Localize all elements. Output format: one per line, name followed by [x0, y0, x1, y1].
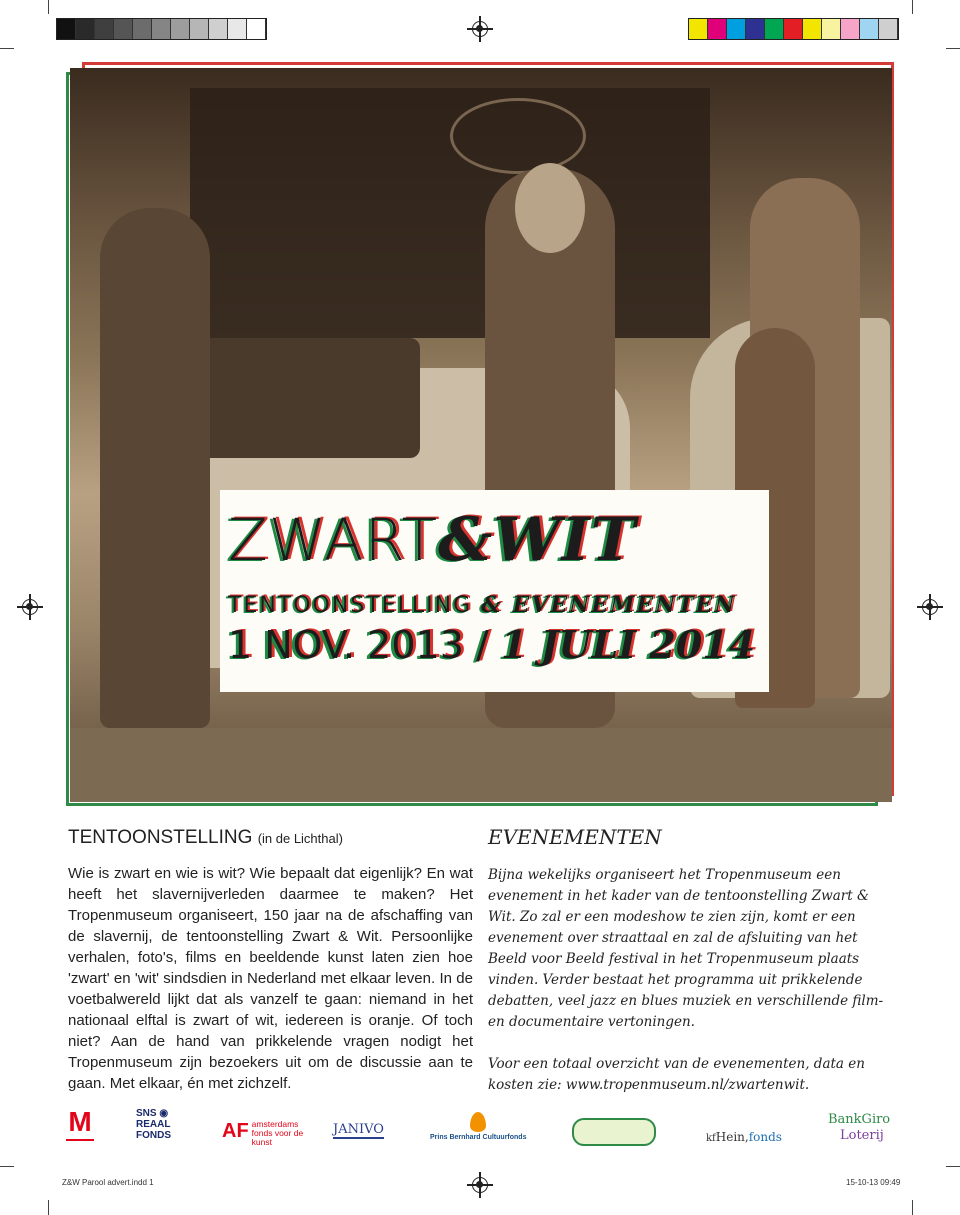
logo-kf-hein-fonds [706, 1130, 782, 1144]
evenementen-heading: EVENEMENTEN [488, 825, 662, 849]
crop-mark [912, 0, 913, 14]
afk-text-1: amsterdams [251, 1119, 299, 1129]
gray-swatch-5 [152, 19, 171, 39]
crop-mark [912, 1200, 913, 1215]
bank-text-2: Loterij [840, 1128, 884, 1143]
person-center-head [515, 163, 585, 253]
tentoonstelling-body: Wie is zwart en wie is wit? Wie bepaalt dat eigenlijk? En wat heeft het slavernijverleden daarmee te maken? Het Tropenmuseum organiseert, 150 jaar na de afschaffing van de slavernij, de tentoonstelling Zwart & Wit. Persoonlijke verhalen, foto's, films en beeldende kunst laten zien hoe 'zwart' en 'wit' sindsdien in Nederland met elkaar leven. In de voetbalwereld lijkt dat als vanzelf te gaan: niemand in het nationaal elftal is zwart of wit, iedereen is oranje. Of toch niet? Aan de hand van prikkelende vragen nodigt het Tropenmuseum zijn bezoekers uit om de discussie aan te gaan. Met elkaar, én met zichzelf. [68, 865, 473, 1092]
date-end: 1 JULI 2014 [500, 622, 756, 667]
footer-filename: Z&W Parool advert.indd 1 [62, 1178, 154, 1187]
evenementen-body [488, 865, 890, 1117]
logo-prins-bernhard [430, 1112, 526, 1141]
car-window [190, 338, 420, 458]
prins-text-1: Prins Bernhard [430, 1134, 481, 1141]
color-swatch-6 [803, 19, 822, 39]
date-range [228, 622, 755, 667]
hein-text-3: fonds [748, 1130, 782, 1144]
subtitle-tentoonstelling: TENTOONSTELLING [228, 593, 473, 618]
color-swatch-0 [689, 19, 708, 39]
crop-mark [0, 48, 14, 49]
afk-text-2: fonds voor de [251, 1128, 304, 1138]
logo-bankgiro-loterij [828, 1112, 890, 1144]
gray-swatch-2 [95, 19, 114, 39]
janivo-text: JANIVO [333, 1122, 384, 1137]
heading-text: TENTOONSTELLING [68, 827, 253, 848]
hein-text-1: kf [706, 1133, 716, 1144]
gray-swatch-3 [114, 19, 133, 39]
registration-mark-bottom [472, 1177, 488, 1193]
logo-m-mark: M [68, 1106, 92, 1137]
color-swatch-8 [841, 19, 860, 39]
sns-circle-icon: ◉ [159, 1108, 169, 1119]
crop-mark [48, 0, 49, 14]
sns-line-1: SNS [136, 1108, 157, 1119]
crop-mark [946, 48, 960, 49]
gray-swatch-9 [228, 19, 247, 39]
gray-swatch-7 [190, 19, 209, 39]
evenementen-paragraph-1: Bijna wekelijks organiseert het Tropenmuseum een evenement in het kader van de tentoonstelling Zwart & Wit. Zo zal er een modeshow te zien zijn, komt er een evenement over straattaal en zal de afsluiting van het Beeld voor Beeld festival in het Tropenmuseum plaats vinden. Verder bestaat het programma uit prikkelende debatten, veel jazz en blues muziek en verschillende film- en documentaire vertoningen. [488, 867, 884, 1030]
bank-text-1: BankGiro [828, 1112, 891, 1127]
heading-note: (in de Lichthal) [257, 831, 343, 846]
logo-m-underline [66, 1139, 94, 1141]
crop-mark [0, 1166, 14, 1167]
logo-sns-reaal-fonds [136, 1108, 171, 1141]
gray-swatch-8 [209, 19, 228, 39]
logo-m [66, 1108, 94, 1141]
sidewalk [70, 728, 892, 802]
crop-mark [946, 1166, 960, 1167]
chain-icon [572, 1118, 656, 1146]
hein-text-2: Hein, [715, 1130, 749, 1144]
flame-icon [470, 1112, 486, 1132]
color-swatch-2 [727, 19, 746, 39]
afk-text-3: kunst [251, 1137, 272, 1147]
title-word-zwart: ZWART [228, 506, 439, 574]
registration-mark-right [922, 599, 938, 615]
gray-swatch-0 [57, 19, 76, 39]
gray-swatch-10 [247, 19, 266, 39]
color-swatch-9 [860, 19, 879, 39]
title-box [220, 490, 769, 692]
prins-text-2: Cultuurfonds [482, 1134, 527, 1141]
gray-swatch-1 [76, 19, 95, 39]
crop-mark [48, 1200, 49, 1215]
gray-swatch-4 [133, 19, 152, 39]
grayscale-bar [56, 18, 267, 40]
subtitle [228, 592, 737, 618]
subtitle-evenementen: & EVENEMENTEN [481, 592, 737, 618]
color-swatch-3 [746, 19, 765, 39]
color-swatch-1 [708, 19, 727, 39]
sns-line-3: FONDS [136, 1130, 171, 1141]
registration-mark-left [22, 599, 38, 615]
date-start: 1 NOV. 2013 / [228, 623, 489, 667]
afk-mark: AF [222, 1120, 249, 1142]
logo-slavernijverleden [572, 1118, 656, 1146]
evenementen-paragraph-2: Voor een totaal overzicht van de evenementen, data en kosten zie: www.tropenmuseum.nl/zwartenwit. [488, 1056, 865, 1093]
logo-afk [222, 1120, 303, 1147]
color-bar [688, 18, 899, 40]
color-swatch-4 [765, 19, 784, 39]
logo-janivo [333, 1122, 384, 1139]
footer-timestamp: 15-10-13 09:49 [846, 1178, 901, 1187]
shop-window [190, 88, 710, 338]
sns-line-2: REAAL [136, 1119, 171, 1130]
tentoonstelling-heading [68, 827, 343, 849]
color-swatch-7 [822, 19, 841, 39]
title-word-wit: &WIT [438, 505, 637, 575]
person-left [100, 208, 210, 728]
gray-swatch-6 [171, 19, 190, 39]
shop-sign [450, 98, 586, 174]
title [228, 505, 637, 575]
registration-mark-top [472, 21, 488, 37]
color-swatch-5 [784, 19, 803, 39]
color-swatch-10 [879, 19, 898, 39]
